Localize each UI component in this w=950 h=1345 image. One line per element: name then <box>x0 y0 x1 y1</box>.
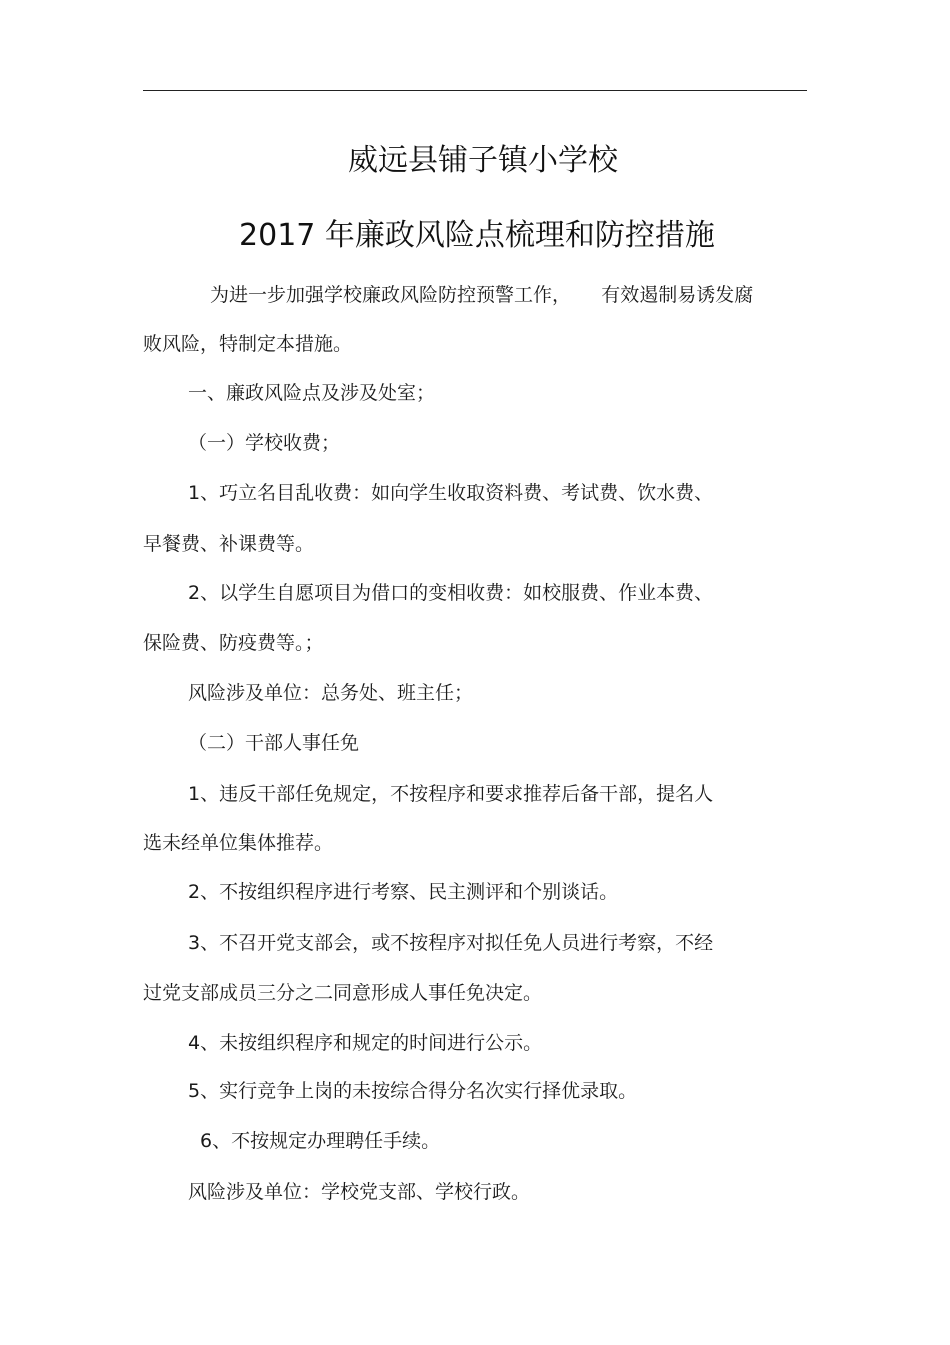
list-item-continuation: 选未经单位集体推荐。 <box>143 832 334 854</box>
risk-units: 风险涉及单位：总务处、班主任； <box>188 682 474 704</box>
list-item: 2、以学生自愿项目为借口的变相收费：如校服费、作业本费、 <box>188 582 714 604</box>
top-rule <box>143 90 807 91</box>
list-item: 1、违反干部任免规定，不按程序和要求推荐后备干部，提名人 <box>188 783 714 805</box>
list-item-continuation: 过党支部成员三分之二同意形成人事任免决定。 <box>143 982 543 1004</box>
list-item-continuation: 保险费、防疫费等。； <box>143 632 324 654</box>
list-item: 1、巧立名目乱收费：如向学生收取资料费、考试费、饮水费、 <box>188 482 714 504</box>
list-item: 5、实行竞争上岗的未按综合得分名次实行择优录取。 <box>188 1080 638 1102</box>
list-item: 3、不召开党支部会，或不按程序对拟任免人员进行考察，不经 <box>188 932 714 954</box>
paragraph-line: 败风险，特制定本措施。 <box>143 333 353 355</box>
section-heading: 一、廉政风险点及涉及处室； <box>188 382 436 404</box>
list-item: 4、未按组织程序和规定的时间进行公示。 <box>188 1032 543 1054</box>
list-item-continuation: 早餐费、补课费等。 <box>143 533 315 555</box>
document-subtitle: 2017 年廉政风险点梳理和防控措施 <box>239 218 715 253</box>
list-item: 6、不按规定办理聘任手续。 <box>200 1130 441 1152</box>
document-title: 威远县铺子镇小学校 <box>348 143 618 178</box>
risk-units: 风险涉及单位：学校党支部、学校行政。 <box>188 1181 531 1203</box>
list-item: 2、不按组织程序进行考察、民主测评和个别谈话。 <box>188 881 619 903</box>
paragraph-line: 为进一步加强学校廉政风险防控预警工作， 有效遏制易诱发腐 <box>210 284 754 306</box>
subsection-heading: （二）干部人事任免 <box>188 732 360 754</box>
subsection-heading: （一）学校收费； <box>188 432 341 454</box>
